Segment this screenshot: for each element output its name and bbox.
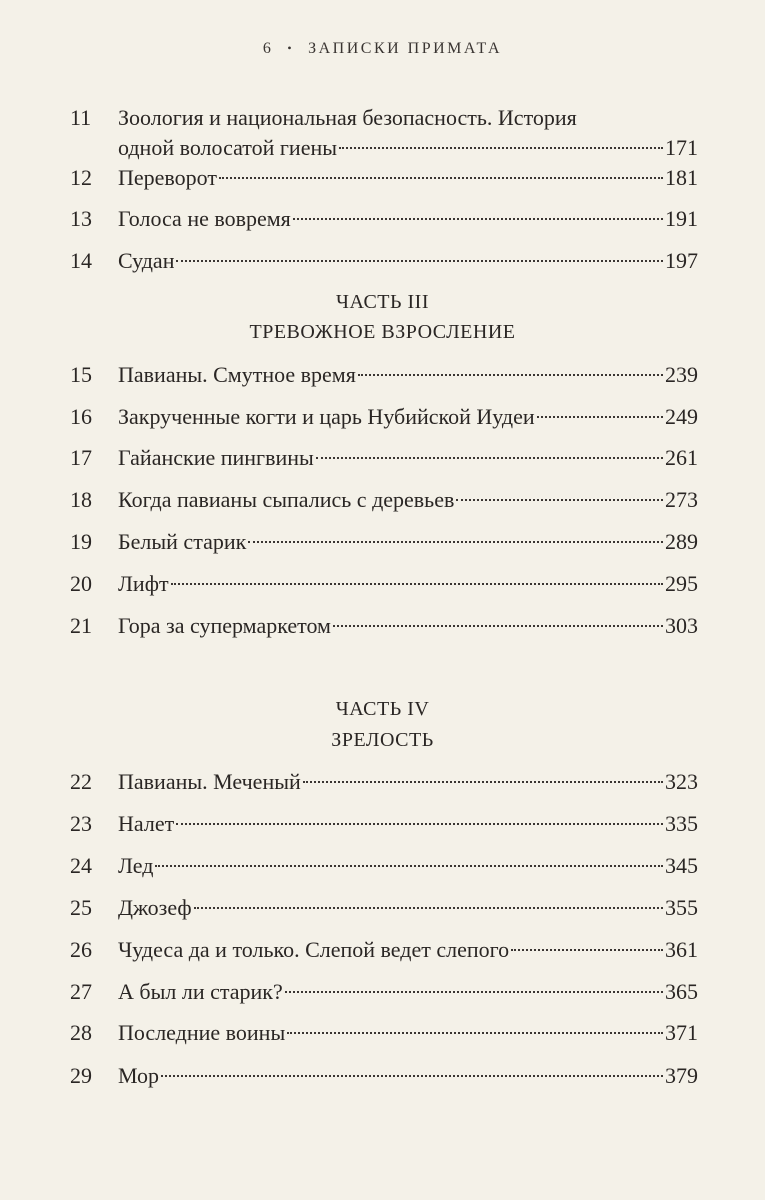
toc-entry-number: 13 <box>70 206 92 231</box>
toc-entry-page: 371 <box>665 1020 698 1045</box>
toc-entry-15 <box>70 360 698 390</box>
toc-entry-title: Гайанские пингвины <box>118 445 314 470</box>
toc-entry-17 <box>70 443 698 473</box>
toc-entry-title: Судан <box>118 248 175 273</box>
toc-entry-page: 303 <box>665 613 698 638</box>
toc-entry-page: 289 <box>665 529 698 554</box>
dot-leader <box>171 583 663 585</box>
toc-entry-title: Налет <box>118 811 175 836</box>
header-book-title: ЗАПИСКИ ПРИМАТА <box>308 40 503 57</box>
toc-entry-28 <box>70 1018 698 1048</box>
dot-leader <box>176 823 663 825</box>
dot-leader <box>333 625 663 627</box>
toc-entry-title: Лед <box>118 853 154 878</box>
toc-entry-number: 21 <box>70 613 92 638</box>
part-3-label: ЧАСТЬ III <box>336 291 429 313</box>
toc-entry-page: 365 <box>665 979 698 1004</box>
dot-leader <box>339 147 663 149</box>
toc-entry-title: Переворот <box>118 165 217 190</box>
toc-entry-page: 361 <box>665 937 698 962</box>
dot-leader <box>293 218 663 220</box>
dot-leader <box>285 991 663 993</box>
toc-entry-title: Павианы. Меченый <box>118 769 301 794</box>
running-header <box>0 40 765 58</box>
toc-entry-number: 25 <box>70 895 92 920</box>
toc-entry-12 <box>70 163 698 193</box>
toc-entry-number: 19 <box>70 529 92 554</box>
header-separator: • <box>287 41 295 55</box>
dot-leader <box>219 177 663 179</box>
dot-leader <box>316 457 663 459</box>
toc-entry-title: одной волосатой гиены <box>118 135 338 160</box>
dot-leader <box>511 949 663 951</box>
dot-leader <box>194 907 663 909</box>
toc-entry-number: 11 <box>70 105 92 130</box>
toc-entry-title: А был ли старик? <box>118 979 283 1004</box>
toc-entry-page: 197 <box>665 248 698 273</box>
toc-entry-number: 24 <box>70 853 92 878</box>
toc-entry-title: Гора за супермаркетом <box>118 613 331 638</box>
toc-entry-number: 27 <box>70 979 92 1004</box>
toc-entry-title: Голоса не вовремя <box>118 206 291 231</box>
dot-leader <box>303 781 663 783</box>
toc-entry-title: Джозеф <box>118 895 192 920</box>
toc-entry-21 <box>70 611 698 641</box>
toc-entry-13 <box>70 204 698 234</box>
toc-entry-page: 295 <box>665 571 698 596</box>
toc-entry-page: 379 <box>665 1063 698 1088</box>
toc-entry-number: 29 <box>70 1063 92 1088</box>
toc-entry-number: 16 <box>70 404 92 429</box>
toc-entry-29 <box>70 1061 698 1091</box>
toc-entry-23 <box>70 809 698 839</box>
toc-entry-27 <box>70 977 698 1007</box>
toc-entry-title: Последние воины <box>118 1020 286 1045</box>
toc-entry-page: 191 <box>665 206 698 231</box>
toc-entry-16 <box>70 402 698 432</box>
toc-entry-number: 20 <box>70 571 92 596</box>
toc-entry-page: 355 <box>665 895 698 920</box>
toc-entry-number: 17 <box>70 445 92 470</box>
toc-entry-page: 261 <box>665 445 698 470</box>
toc-entry-number: 22 <box>70 769 92 794</box>
toc-entry-title: Чудеса да и только. Слепой ведет слепого <box>118 937 510 962</box>
toc-entry-page: 345 <box>665 853 698 878</box>
toc-entry-26 <box>70 935 698 965</box>
toc-entry-page: 323 <box>665 769 698 794</box>
dot-leader <box>155 865 663 867</box>
toc-entry-11 <box>70 103 698 163</box>
toc-entry-page: 171 <box>665 135 698 160</box>
toc-entry-number: 18 <box>70 487 92 512</box>
toc-entry-24 <box>70 851 698 881</box>
toc-entry-20 <box>70 569 698 599</box>
part-3-title: ТРЕВОЖНОЕ ВЗРОСЛЕНИЕ <box>249 321 516 343</box>
toc-entry-number: 12 <box>70 165 92 190</box>
dot-leader <box>287 1032 663 1034</box>
dot-leader <box>358 374 663 376</box>
toc-entry-22 <box>70 767 698 797</box>
toc-entry-title-line1: Зоология и национальная безопасность. История <box>118 105 577 130</box>
part-4-label: ЧАСТЬ IV <box>335 698 430 720</box>
toc-entry-page: 249 <box>665 404 698 429</box>
toc-entry-page: 239 <box>665 362 698 387</box>
toc-entry-number: 15 <box>70 362 92 387</box>
toc-entry-19 <box>70 527 698 557</box>
toc-entry-page: 181 <box>665 165 698 190</box>
toc-entry-25 <box>70 893 698 923</box>
toc-entry-number: 28 <box>70 1020 92 1045</box>
toc-entry-title: Когда павианы сыпались с деревьев <box>118 487 455 512</box>
dot-leader <box>456 499 663 501</box>
toc-entry-title: Мор <box>118 1063 160 1088</box>
dot-leader <box>161 1075 663 1077</box>
dot-leader <box>537 416 663 418</box>
toc-entry-title: Лифт <box>118 571 169 596</box>
toc-entry-14 <box>70 246 698 276</box>
part-4-title: ЗРЕЛОСТЬ <box>331 729 434 751</box>
toc-entry-page: 335 <box>665 811 698 836</box>
toc-entry-18 <box>70 485 698 515</box>
toc-entry-number: 26 <box>70 937 92 962</box>
toc-entry-number: 14 <box>70 248 92 273</box>
toc-entry-title: Белый старик <box>118 529 247 554</box>
dot-leader <box>176 260 663 262</box>
header-page-number: 6 <box>262 40 274 57</box>
toc-entry-title: Павианы. Смутное время <box>118 362 356 387</box>
toc-entry-title: Закрученные когти и царь Нубийской Иудеи <box>118 404 535 429</box>
dot-leader <box>248 541 663 543</box>
toc-entry-page: 273 <box>665 487 698 512</box>
toc-entry-number: 23 <box>70 811 92 836</box>
